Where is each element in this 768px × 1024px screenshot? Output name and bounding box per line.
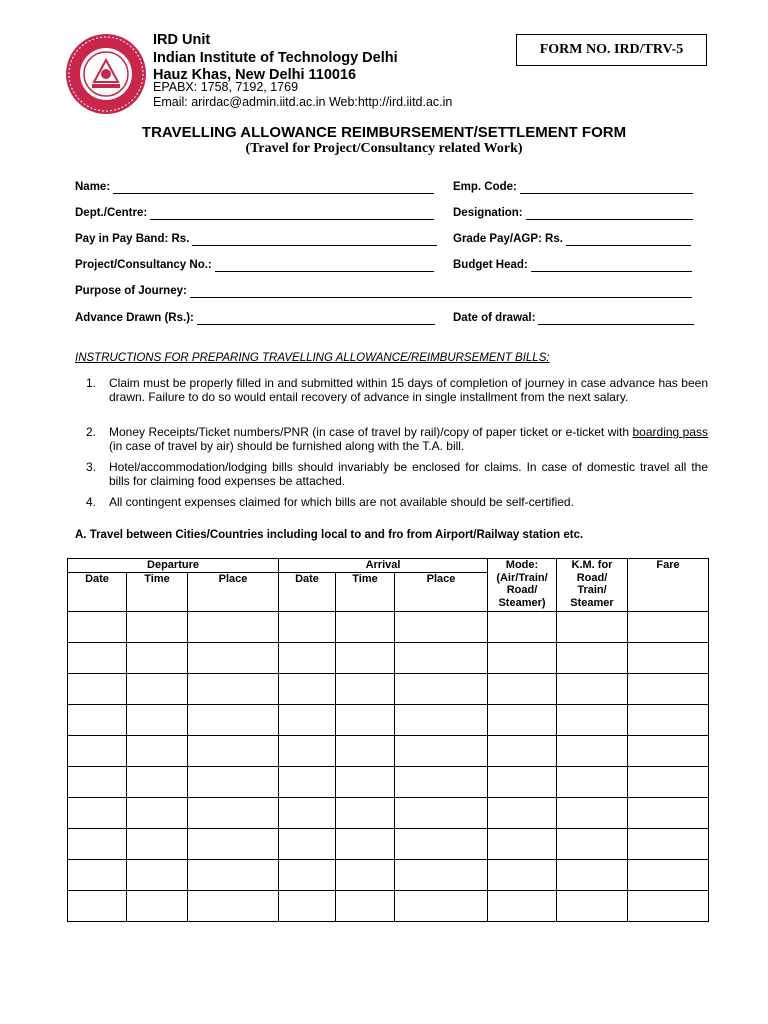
instruction-text	[109, 426, 708, 453]
instruction-item	[86, 461, 708, 488]
arrival-header: Arrival	[279, 559, 488, 573]
project-no-label: Project/Consultancy No.:	[75, 259, 212, 271]
instruction-text: All contingent expenses claimed for which bills are not available should be self-certified.	[109, 495, 574, 509]
arr-time-header: Time	[336, 572, 395, 611]
table-row[interactable]	[68, 735, 709, 766]
travel-table	[67, 558, 709, 922]
instruction-number: 1.	[86, 376, 97, 390]
instruction-item	[86, 377, 708, 404]
date-drawal-label: Date of drawal:	[453, 312, 536, 324]
table-row[interactable]	[68, 859, 709, 890]
advance-label: Advance Drawn (Rs.):	[75, 312, 194, 324]
institute-name: Indian Institute of Technology Delhi	[153, 50, 398, 66]
pay-band-label: Pay in Pay Band: Rs.	[75, 233, 190, 245]
table-row[interactable]	[68, 797, 709, 828]
table-row[interactable]	[68, 890, 709, 921]
table-row[interactable]	[68, 828, 709, 859]
km-header: K.M. for Road/ Train/ Steamer	[557, 559, 628, 612]
table-row[interactable]	[68, 766, 709, 797]
budget-head-label: Budget Head:	[453, 259, 528, 271]
table-row[interactable]	[68, 673, 709, 704]
purpose-label: Purpose of Journey:	[75, 285, 187, 297]
budget-head-field[interactable]	[453, 258, 692, 272]
designation-field[interactable]	[453, 206, 693, 220]
dep-date-header: Date	[68, 572, 127, 611]
departure-header: Departure	[68, 559, 279, 573]
instructions-heading: INSTRUCTIONS FOR PREPARING TRAVELLING ALLOWANCE/REIMBURSEMENT BILLS:	[75, 352, 550, 364]
table-row[interactable]	[68, 642, 709, 673]
institute-address: Hauz Khas, New Delhi 110016	[153, 67, 357, 83]
instruction-text: Hotel/accommodation/lodging bills should invariably be enclosed for claims. In case of domestic travel all the bills for claiming food expenses be attached.	[109, 460, 708, 488]
name-label: Name:	[75, 181, 111, 193]
contact-info: Email: arirdac@admin.iitd.ac.in Web:http://ird.iitd.ac.in	[153, 95, 453, 109]
dep-time-header: Time	[127, 572, 188, 611]
purpose-field[interactable]	[75, 284, 692, 298]
arr-place-header: Place	[395, 572, 488, 611]
designation-label: Designation:	[453, 207, 523, 219]
emp-code-label: Emp. Code:	[453, 181, 517, 193]
table-header-row	[68, 559, 709, 573]
advance-field[interactable]	[75, 311, 435, 325]
instruction-number: 2.	[86, 425, 97, 439]
form-title: TRAVELLING ALLOWANCE REIMBURSEMENT/SETTLEMENT FORM	[141, 124, 627, 141]
fare-header: Fare	[628, 559, 709, 612]
form-subtitle: (Travel for Project/Consultancy related Work)	[245, 141, 523, 156]
instruction-text: Claim must be properly filled in and submitted within 15 days of completion of journey in case advance has been drawn. Failure to do so would entail recovery of advance in single installment from the next salary.	[109, 376, 708, 404]
dept-field[interactable]	[75, 206, 434, 220]
instruction-text-part: (in case of travel by air) should be furnished along with the T.A. bill.	[109, 438, 465, 453]
grade-pay-field[interactable]	[453, 232, 691, 246]
unit-name: IRD Unit	[153, 32, 211, 48]
instruction-number: 4.	[86, 495, 97, 509]
iit-delhi-logo	[64, 32, 148, 116]
instruction-text-part: Money Receipts/Ticket numbers/PNR (in case of travel by rail)/copy of paper ticket or e-ticket with	[109, 425, 633, 439]
arr-date-header: Date	[279, 572, 336, 611]
form-number-box: FORM NO. IRD/TRV-5	[516, 34, 707, 66]
name-field[interactable]	[75, 180, 434, 194]
instruction-number: 3.	[86, 460, 97, 474]
instruction-item	[86, 426, 708, 453]
epabx-numbers: EPABX: 1758, 7192, 1769	[153, 80, 299, 94]
boarding-pass-text: boarding pass	[632, 425, 709, 439]
table-row[interactable]	[68, 704, 709, 735]
project-no-field[interactable]	[75, 258, 434, 272]
table-row[interactable]	[68, 611, 709, 642]
dep-place-header: Place	[188, 572, 279, 611]
emp-code-field[interactable]	[453, 180, 693, 194]
instruction-item	[86, 496, 708, 510]
mode-header: Mode: (Air/Train/ Road/ Steamer)	[488, 559, 557, 612]
pay-band-field[interactable]	[75, 232, 437, 246]
date-drawal-field[interactable]	[453, 311, 694, 325]
section-a-heading: A. Travel between Cities/Countries including local to and fro from Airport/Railway station etc.	[75, 529, 584, 541]
dept-label: Dept./Centre:	[75, 207, 148, 219]
grade-pay-label: Grade Pay/AGP: Rs.	[453, 233, 563, 245]
